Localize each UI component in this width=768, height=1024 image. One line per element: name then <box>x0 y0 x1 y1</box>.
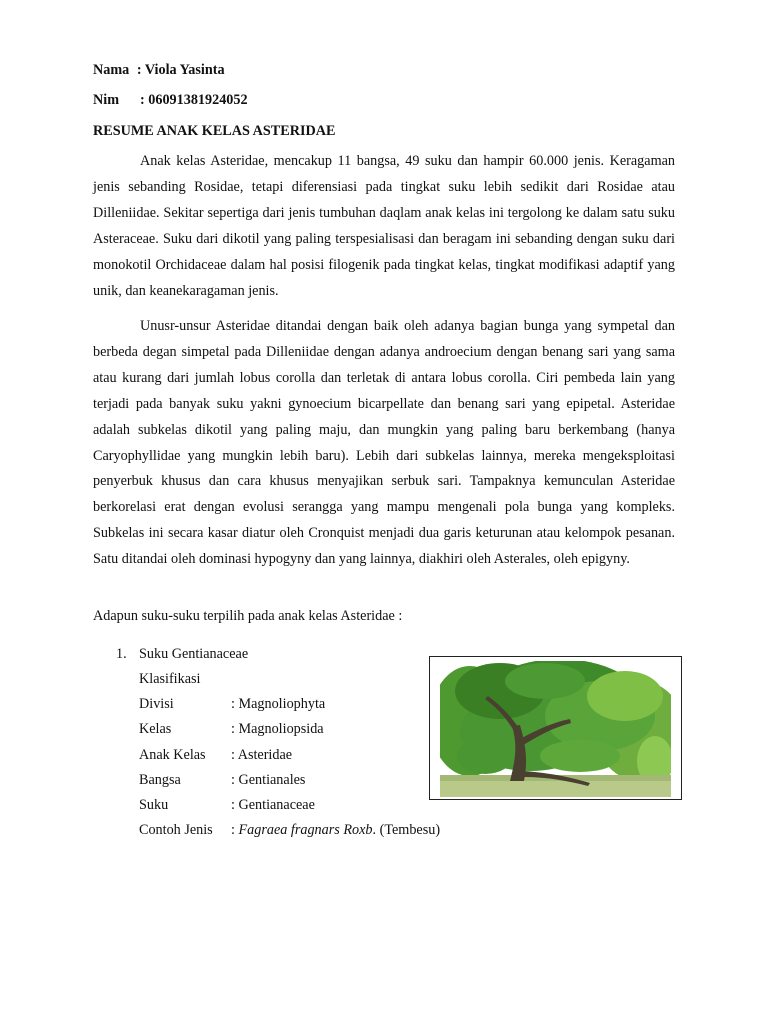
paragraph-2: Unusr-unsur Asteridae ditandai dengan baik oleh adanya bagian bunga yang sympetal dan berbeda degan simpetal pada Dilleniidae dengan adanya androecium dengan benang sari yang sama atau kurang dari jumlah lobus corolla dan terletak di antara lobus corolla. Ciri pembeda lain yang terjadi pada banyak suku yakni gynoecium bicarpellate dan benang sari yang epipetal. Asteridae adalah subkelas dikotil yang paling maju, dan mungkin yang paling baru berkembang (hanya Caryophyllidae yang mungkin lebih baru). Lebih dari subkelas lainnya, mereka mengeksploitasi penyerbuk khusus dan cara khusus menyajikan serbuk sari. Tampaknya kemunculan Asteridae berkorelasi erat dengan evolusi serangga yang mampu mengenali pola bunga yang kompleks. Subkelas ini secara kasar diatur oleh Cronquist menjadi dua garis keturunan atau kelompok pesanan. Satu ditandai oleh dominasi hypogyny dan yang lainnya, diakhiri oleh Asterales, oleh epigyny. <box>93 318 675 568</box>
row-key: Divisi <box>139 696 174 712</box>
tree-photo <box>429 656 682 800</box>
row-value: : Asteridae <box>231 747 293 763</box>
tree-image <box>440 661 671 797</box>
nim-value: : 06091381924052 <box>140 92 248 108</box>
example-prefix: : <box>231 822 239 838</box>
name-line <box>93 60 225 80</box>
name-value: : Viola Yasinta <box>136 62 225 78</box>
row-value: : Gentianales <box>231 772 306 788</box>
nim-line <box>93 90 248 110</box>
example-species: Fagraea fragnars Roxb <box>238 822 373 838</box>
document-title: RESUME ANAK KELAS ASTERIDAE <box>93 123 336 139</box>
name-label: Nama <box>93 62 130 78</box>
row-value: : Magnoliopsida <box>231 721 324 737</box>
row-key: Bangsa <box>139 772 181 788</box>
row-key: Anak Kelas <box>139 747 206 763</box>
list-number-1: 1. <box>116 646 127 662</box>
paragraph-1: Anak kelas Asteridae, mencakup 11 bangsa, 49 suku dan hampir 60.000 jenis. Keragaman jenis sebanding Rosidae, tetapi diferensiasi pada tingkat suku lebih sedikit dari Rosidae atau Dilleniidae. Sekitar sepertiga dari jenis tumbuhan daqlam anak kelas ini tergolong ke dalam satu suku Asteraceae. Suku dari dikotil yang paling terspesialisasi dan beragam ini sebanding dengan suku dari monokotil Orchidaceae dalam hal posisi filogenik pada tingkat kelas, tingkat modifikasi adaptif yang unik, dan keanekaragaman jenis. <box>93 153 675 299</box>
example-suffix: . (Tembesu) <box>372 822 441 838</box>
example-value <box>231 820 440 840</box>
list-intro: Adapun suku-suku terpilih pada anak kelas Asteridae : <box>93 608 403 624</box>
example-key: Contoh Jenis <box>139 822 213 838</box>
row-value: : Gentianaceae <box>231 797 315 813</box>
row-value: : Magnoliophyta <box>231 696 326 712</box>
family-name: Suku Gentianaceae <box>139 646 249 662</box>
classification-label: Klasifikasi <box>139 671 201 687</box>
nim-label: Nim <box>93 92 120 108</box>
row-key: Kelas <box>139 721 172 737</box>
row-key: Suku <box>139 797 169 813</box>
